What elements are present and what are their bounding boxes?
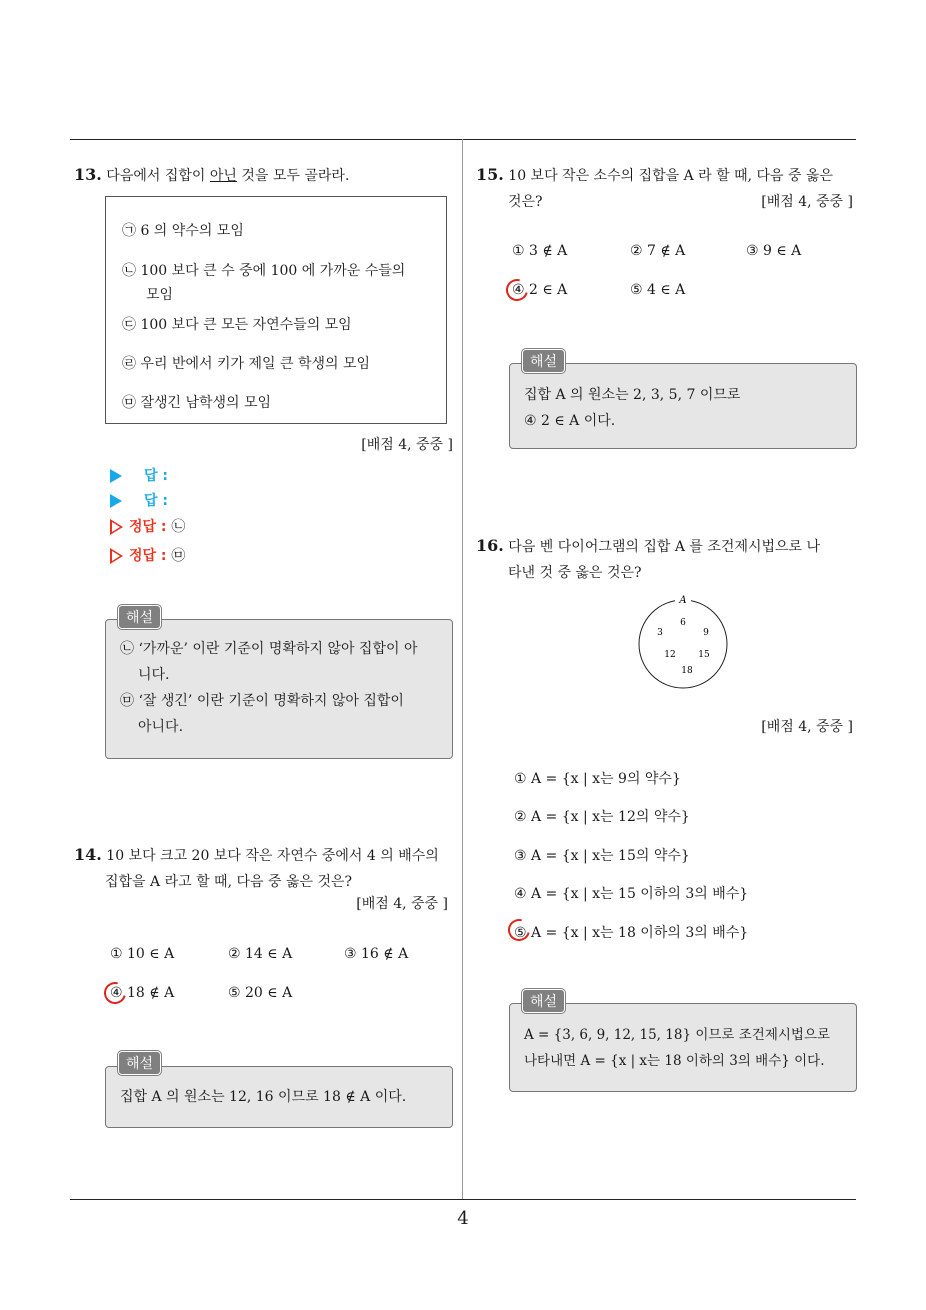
q16-solution-line: A = {3, 6, 9, 12, 15, 18} 이므로 조건제시법으로 (524, 1027, 831, 1043)
q13-correct-1 (110, 516, 185, 536)
q13-text-underlined: 아닌 (209, 168, 237, 184)
q13-answer-label: 답 : (144, 493, 168, 509)
venn-element: 9 (703, 628, 709, 638)
venn-element: 12 (664, 650, 676, 660)
q16-meta: [배점 4, 중중 ] (761, 719, 853, 735)
q14-line2: 집합을 A 라고 할 때, 다음 중 옳은 것은? (105, 874, 353, 890)
q13-solution-tag: 해설 (118, 605, 161, 629)
venn-element: 3 (657, 628, 663, 638)
q13-items-box (105, 196, 447, 424)
q16-solution-body (524, 1022, 844, 1074)
q16-solution-line: 나타내면 A = {x | x는 18 이하의 3의 배수} 이다. (524, 1053, 825, 1069)
q16-choice[interactable]: ② A = {x | x는 12의 약수} (514, 809, 690, 825)
q13-answer-label: 답 : (144, 468, 168, 484)
q13-number: 13. (74, 165, 102, 184)
q14-choice[interactable]: ③ 16 ∉ A (344, 946, 409, 962)
q13-correct-value: ㉡ (171, 519, 186, 535)
q15-choice[interactable]: ⑤ 4 ∈ A (630, 282, 686, 298)
q13-item: ㉢ 100 보다 큰 모든 자연수들의 모임 (122, 317, 352, 333)
q13-solution-line: 니다. (138, 667, 170, 683)
q13-solution-line: 아니다. (138, 719, 184, 735)
venn-element: 6 (680, 618, 686, 628)
q16-choice[interactable]: ③ A = {x | x는 15의 약수} (514, 848, 690, 864)
venn-element: 18 (681, 666, 693, 676)
q15-solution-box (509, 363, 857, 449)
q13-correct-label: 정답 : (129, 548, 167, 564)
q15-solution-line: 집합 A 의 원소는 2, 3, 5, 7 이므로 (524, 387, 741, 403)
q14-choice[interactable]: ② 14 ∈ A (228, 946, 293, 962)
q13-question (74, 162, 454, 189)
q14-choice[interactable]: ⑤ 20 ∈ A (228, 985, 293, 1001)
q13-correct-label: 정답 : (129, 519, 167, 535)
bottom-rule (70, 1199, 856, 1200)
q14-solution-box (105, 1066, 453, 1128)
q14-solution-tag: 해설 (118, 1051, 161, 1075)
q13-solution-line: ㉤ ‘잘 생긴’ 이란 기준이 명확하지 않아 집합이 (120, 693, 404, 709)
q16-choice[interactable]: ⑤ A = {x | x는 18 이하의 3의 배수} (514, 925, 749, 941)
q15-choice[interactable]: ① 3 ∉ A (512, 243, 568, 259)
play-icon (110, 494, 122, 508)
q16-question (476, 533, 860, 586)
q13-text-after: 것을 모두 골라라. (236, 168, 350, 184)
q16-line2: 타낸 것 중 옳은 것은? (508, 565, 642, 581)
q16-line1: 다음 벤 다이어그램의 집합 A 를 조건제시법으로 나 (508, 539, 821, 555)
q13-item: 모임 (146, 287, 174, 303)
q13-correct-2 (110, 545, 185, 565)
q13-meta: [배점 4, 중중 ] (361, 437, 453, 453)
q13-solution-line: ㉡ ‘가까운’ 이란 기준이 명확하지 않아 집합이 아 (120, 641, 418, 657)
q14-choice[interactable]: ④ 18 ∉ A (110, 985, 175, 1001)
q13-answer-1 (110, 465, 168, 485)
q15-solution-body (524, 382, 844, 434)
answer-mark-circle (502, 275, 532, 305)
q14-line1: 10 보다 크고 20 보다 작은 자연수 중에서 4 의 배수의 (106, 848, 439, 864)
venn-element: 15 (698, 650, 710, 660)
q13-answer-2 (110, 490, 168, 510)
q14-solution-line: 집합 A 의 원소는 12, 16 이므로 18 ∉ A 이다. (120, 1089, 407, 1105)
q13-correct-value: ㉤ (171, 548, 186, 564)
q16-number: 16. (476, 536, 504, 555)
q16-choice[interactable]: ① A = {x | x는 9의 약수} (514, 771, 681, 787)
play-icon (110, 469, 122, 483)
q15-solution-line: ④ 2 ∈ A 이다. (524, 413, 616, 429)
q13-item: ㉡ 100 보다 큰 수 중에 100 에 가까운 수들의 (122, 263, 406, 279)
q15-line1: 10 보다 작은 소수의 집합을 A 라 할 때, 다음 중 옳은 (508, 168, 834, 184)
venn-diagram (630, 590, 738, 694)
page-number: 4 (457, 1208, 469, 1229)
triangle-outline-icon (110, 519, 123, 535)
q14-meta: [배점 4, 중중 ] (356, 896, 448, 912)
answer-mark-circle (100, 978, 130, 1008)
q13-text-before: 다음에서 집합이 (106, 168, 210, 184)
q16-solution-tag: 해설 (522, 989, 565, 1013)
venn-set-label: A (679, 595, 687, 606)
q15-choice[interactable]: ③ 9 ∈ A (746, 243, 802, 259)
q14-number: 14. (74, 845, 102, 864)
q13-item: ㉤ 잘생긴 남학생의 모임 (122, 395, 272, 411)
q13-solution-box (105, 619, 453, 759)
q14-choice[interactable]: ① 10 ∈ A (110, 946, 175, 962)
triangle-outline-icon (110, 548, 123, 564)
q16-choice[interactable]: ④ A = {x | x는 15 이하의 3의 배수} (514, 886, 749, 902)
q15-choice[interactable]: ④ 2 ∈ A (512, 282, 568, 298)
q15-meta: [배점 4, 중중 ] (761, 194, 853, 210)
q15-number: 15. (476, 165, 504, 184)
q15-choice[interactable]: ② 7 ∉ A (630, 243, 686, 259)
q13-item: ㉣ 우리 반에서 키가 제일 큰 학생의 모임 (122, 356, 371, 372)
q13-item: ㉠ 6 의 약수의 모임 (122, 223, 244, 239)
q14-question (74, 842, 458, 895)
q15-line2: 것은? (508, 194, 543, 210)
q15-solution-tag: 해설 (522, 349, 565, 373)
column-divider (462, 139, 463, 1200)
top-rule (70, 139, 856, 140)
q13-solution-body (120, 636, 440, 740)
q16-solution-box (509, 1003, 857, 1092)
